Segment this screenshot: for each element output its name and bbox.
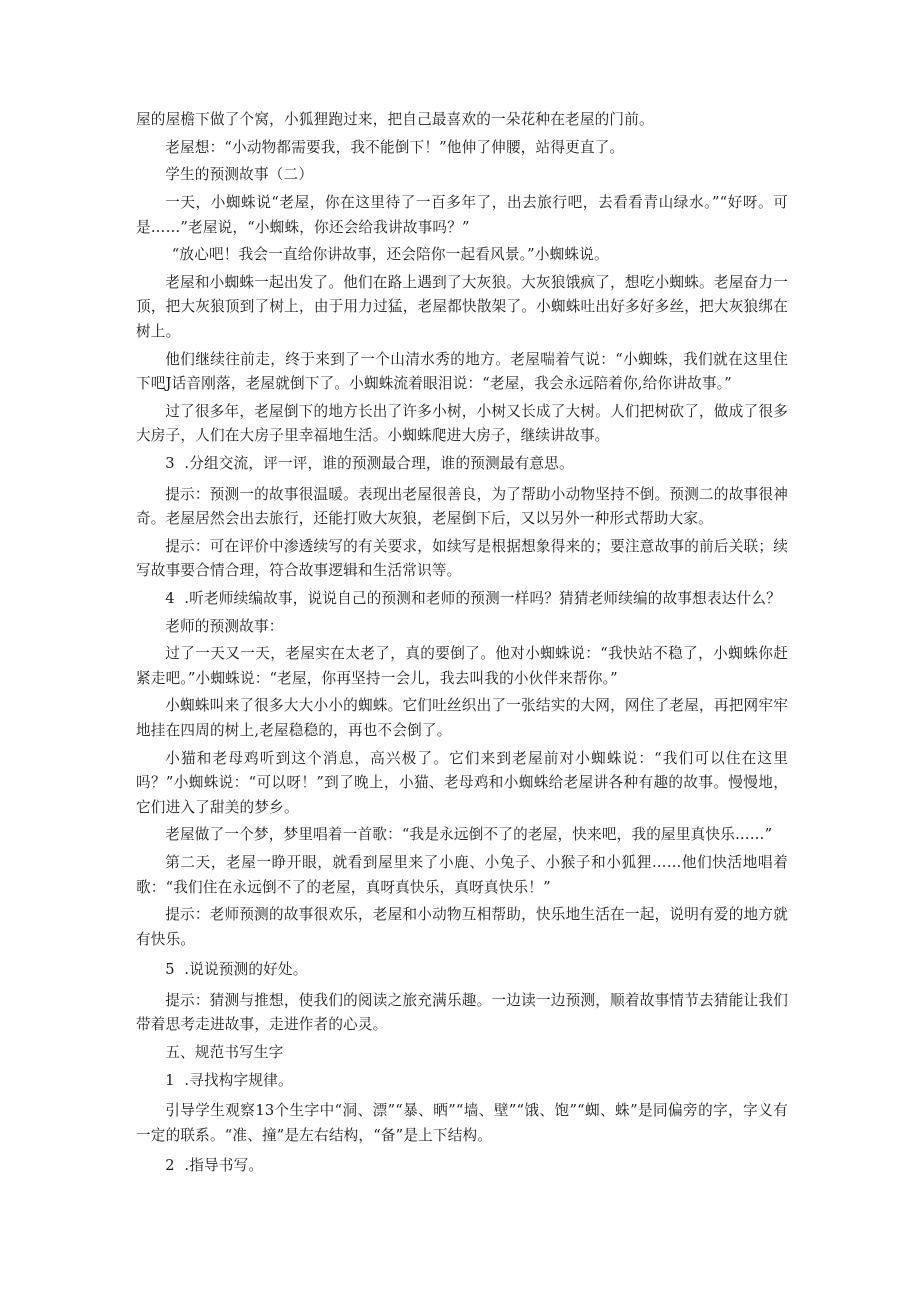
paragraph-1: 屋的屋檐下做了个窝，小狐狸跑过来，把自己最喜欢的一朵花种在老屋的门前。 xyxy=(136,111,654,128)
paragraph-8: 过了很多年，老屋倒下的地方长出了许多小树，小树又长成了大树。人们把树砍了，做成了很多大房子，人们在大房子里幸福地生活。小蜘蛛爬进大房子，继续讲故事。 xyxy=(136,402,788,445)
paragraph-5: “放心吧！我会一直给你讲故事，还会陪你一起看风景。”小蜘蛛说。 xyxy=(171,246,609,264)
paragraph-17: 老屋做了一个梦，梦里唱着一首歌：“我是永远倒不了的老屋，快来吧，我的屋里真快乐……” xyxy=(165,826,773,844)
paragraph-7: 他们继续往前走，终于来到了一个山清水秀的地方。老屋喘着气说：“小蜘蛛，我们就在这里住下吧J话音刚落，老屋就倒下了。小蜘蛛流着眼泪说：“老屋，我会永远陪着你,给你讲故事。” xyxy=(136,350,788,393)
paragraph-12-step4: 4 .听老师续编故事，说说自己的预测和老师的预测一样吗？猜猜老师续编的故事想表达什么？ xyxy=(165,589,781,607)
paragraph-22-section: 五、规范书写生字 xyxy=(165,1043,284,1061)
paragraph-11-hint: 提示：可在评价中渗透续写的有关要求，如续写是根据想象得来的；要注意故事的前后关联；续写故事要合情合理，符合故事逻辑和生活常识等。 xyxy=(136,537,788,580)
paragraph-21-hint: 提示：猜测与推想，使我们的阅读之旅充满乐趣。一边读一边预测，顺着故事情节去猜能让我们带着思考走进故事，走进作者的心灵。 xyxy=(136,991,788,1034)
paragraph-16: 小猫和老母鸡听到这个消息，高兴极了。它们来到老屋前对小蜘蛛说：“我们可以住在这里吗？”小蜘蛛说：“可以呀！”到了晚上，小猫、老母鸡和小蜘蛛给老屋讲各种有趣的故事。慢慢地，它们进入了甜美的梦乡。 xyxy=(136,749,788,816)
paragraph-20-step5: 5 .说说预测的好处。 xyxy=(165,961,308,979)
paragraph-10-hint: 提示：预测一的故事很温暖。表现出老屋很善良，为了帮助小动物坚持不倒。预测二的故事很神奇。老屋居然会出去旅行，还能打败大灰狼，老屋倒下后，又以另外一种形式帮助大家。 xyxy=(136,485,788,527)
paragraph-2: 老屋想：“小动物都需要我，我不能倒下！”他伸了伸腰，站得更直了。 xyxy=(165,138,625,156)
paragraph-23-step1: 1 .寻找构字规律。 xyxy=(165,1071,293,1089)
paragraph-15: 小蜘蛛叫来了很多大大小小的蜘蛛。它们吐丝织出了一张结实的大网，网住了老屋，再把网牢牢地挂在四周的树上,老屋稳稳的，再也不会倒了。 xyxy=(136,697,788,739)
paragraph-13: 老师的预测故事： xyxy=(165,617,284,635)
paragraph-14: 过了一天又一天，老屋实在太老了，真的要倒了。他对小蜘蛛说：“我快站不稳了，小蜘蛛你赶紧走吧。”小蜘蛛说：“老屋，你再坚持一会儿，我去叫我的小伙伴来帮你。” xyxy=(136,645,788,687)
paragraph-3-heading: 学生的预测故事（二） xyxy=(165,166,314,184)
paragraph-4: 一天，小蜘蛛说“老屋，你在这里待了一百多年了，出去旅行吧，去看看青山绿水。”“好呀。可是……”老屋说，“小蜘蛛，你还会给我讲故事吗？” xyxy=(136,194,788,236)
paragraph-18: 第二天，老屋一睁开眼，就看到屋里来了小鹿、小兔子、小猴子和小狐狸……他们快活地唱着歌：“我们住在永远倒不了的老屋，真呀真快乐，真呀真快乐！” xyxy=(136,854,788,896)
paragraph-6: 老屋和小蜘蛛一起出发了。他们在路上遇到了大灰狼。大灰狼饿疯了，想吃小蜘蛛。老屋奋力一顶，把大灰狼顶到了树上，由于用力过猛，老屋都快散架了。小蜘蛛吐出好多好多丝，把大灰狼绑在树上。 xyxy=(136,273,788,340)
paragraph-24: 引导学生观察13个生字中“洞、漂”“暴、晒”“墙、壁”“饿、饱”“蜘、蛛”是同偏旁的字，字义有一定的联系。“准、撞”是左右结构，“备”是上下结构。 xyxy=(136,1102,788,1144)
paragraph-25-step2: 2 .指导书写。 xyxy=(165,1157,264,1175)
paragraph-19-hint: 提示：老师预测的故事很欢乐，老屋和小动物互相帮助，快乐地生活在一起，说明有爱的地方就有快乐。 xyxy=(136,906,788,948)
paragraph-9-step3: 3 .分组交流，评一评，谁的预测最合理，谁的预测最有意思。 xyxy=(165,455,574,472)
